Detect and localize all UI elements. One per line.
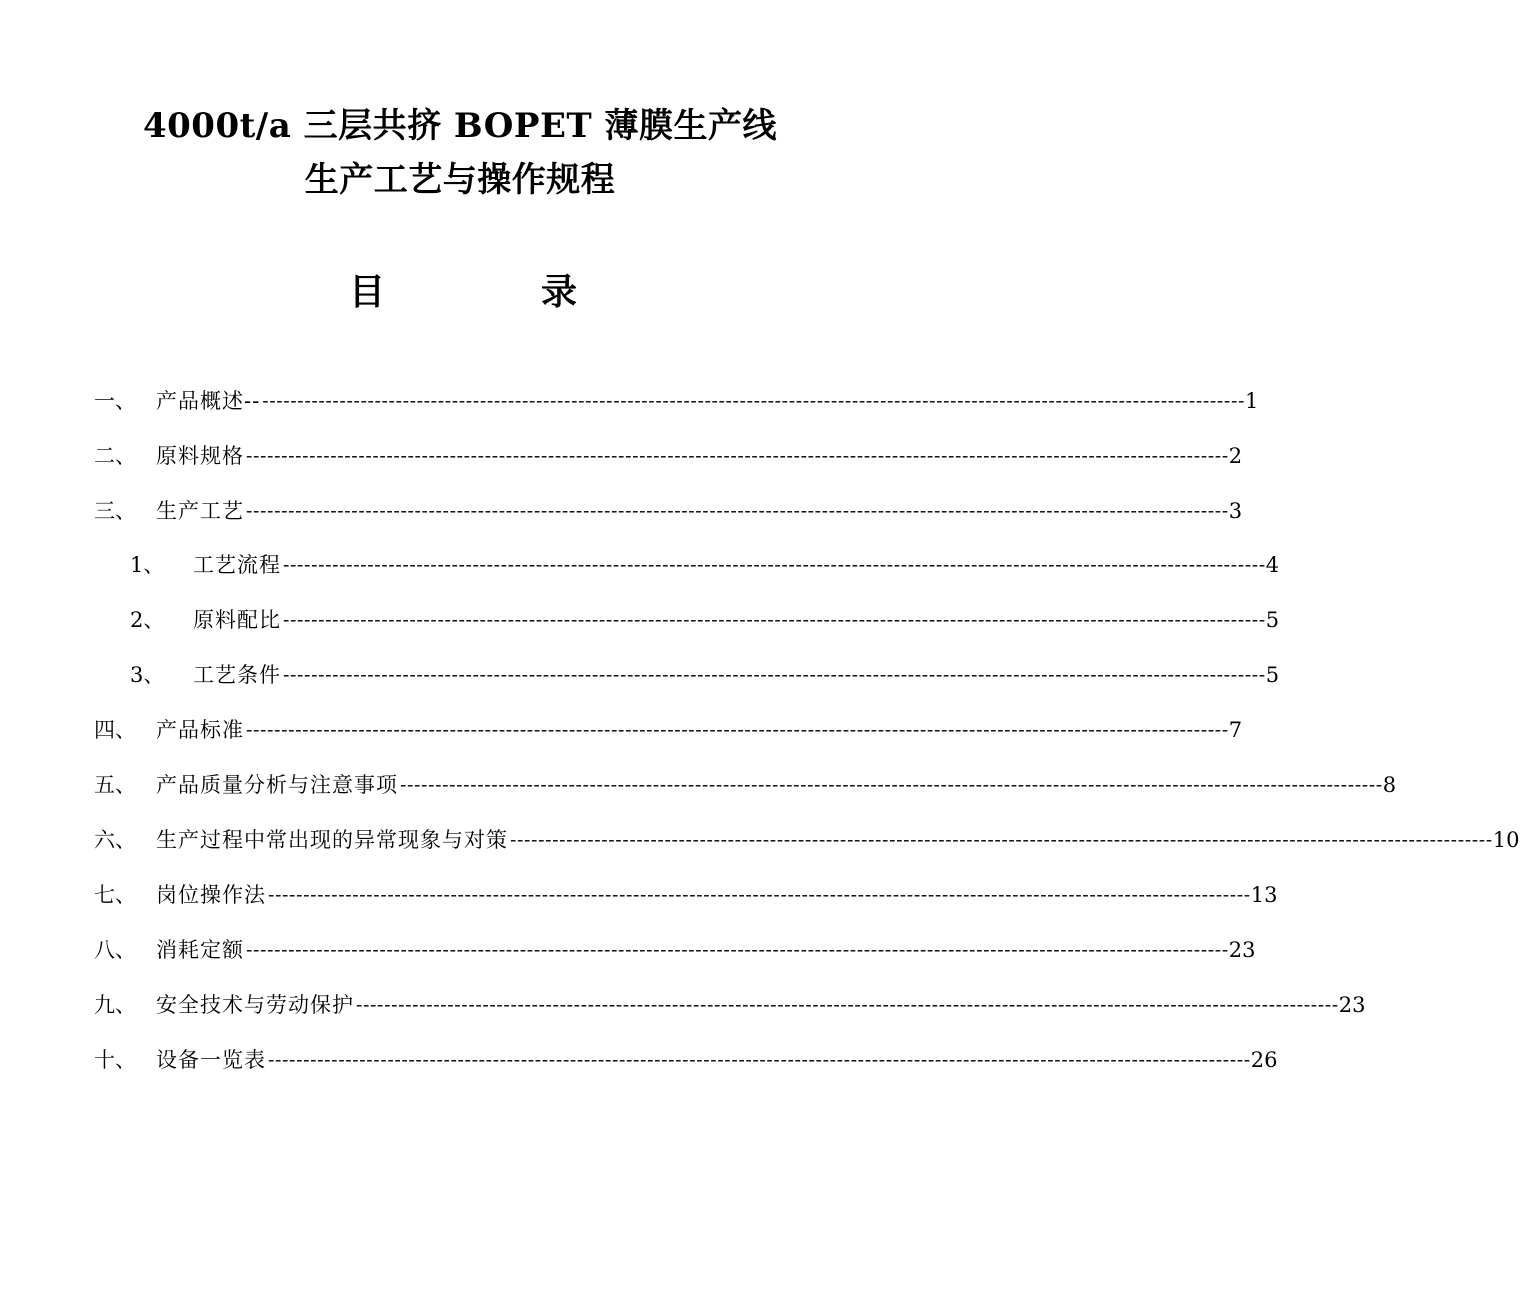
toc-heading-char-1: 目 [349, 271, 386, 313]
toc-entry[interactable] [94, 715, 1243, 745]
toc-entry-page: 2 [1228, 444, 1243, 468]
toc-entry[interactable] [94, 880, 1278, 910]
toc-entry-page: 23 [1338, 993, 1366, 1017]
toc-leader-dashes: -------------------------------------------------------------------------------------------------------------------------------------------- [246, 939, 1229, 961]
toc-heading [0, 270, 920, 314]
toc-entry[interactable] [94, 935, 1256, 965]
toc-entry-number: 八、 [94, 938, 136, 962]
toc-leader-dashes: -------------------------------------------------------------------------------------------------------------------------------------------- [283, 664, 1266, 686]
toc-entry-page: 5 [1265, 663, 1280, 687]
toc-leader-dashes: -------------------------------------------------------------------------------------------------------------------------------------------- [246, 445, 1229, 467]
toc-entry-number: 七、 [94, 883, 136, 907]
toc-entry-label: 生产工艺 [156, 499, 244, 523]
toc-entry-page: 13 [1250, 883, 1278, 907]
toc-leader-dashes: -------------------------------------------------------------------------------------------------------------------------------------------- [510, 829, 1493, 851]
toc-subentry[interactable] [130, 660, 1280, 690]
toc-entry-number: 五、 [94, 773, 136, 797]
toc-entry-label: 工艺条件 [193, 663, 281, 687]
toc-entry-label: 原料规格 [156, 444, 244, 468]
toc-subentry[interactable] [130, 550, 1280, 580]
toc-entry-page: 4 [1265, 553, 1280, 577]
toc-entry-label: 工艺流程 [193, 553, 281, 577]
toc-heading-char-2: 录 [541, 271, 578, 313]
toc-entry-page: 3 [1228, 499, 1243, 523]
toc-entry-number: 1、 [130, 553, 165, 577]
toc-entry-number: 四、 [94, 718, 136, 742]
toc-entry-label: 产品标准 [156, 718, 244, 742]
toc-entry-page: 10 [1492, 828, 1520, 852]
document-title-line-1: 4000t/a 三层共挤 BOPET 薄膜生产线 [142, 106, 778, 146]
toc-leader-dashes: -------------------------------------------------------------------------------------------------------------------------------------------- [356, 994, 1339, 1016]
toc-entry-page: 5 [1265, 608, 1280, 632]
toc-leader-dashes: -------------------------------------------------------------------------------------------------------------------------------------------- [400, 774, 1383, 796]
toc-entry-label: 生产过程中常出现的异常现象与对策 [156, 828, 508, 852]
toc-entry-label: 原料配比 [193, 608, 281, 632]
toc-entry-number: 2、 [130, 608, 165, 632]
toc-entry-number: 六、 [94, 828, 136, 852]
toc-leader-dashes: -------------------------------------------------------------------------------------------------------------------------------------------- [283, 554, 1266, 576]
toc-entry-number: 十、 [94, 1048, 136, 1072]
toc-entry-label: 消耗定额 [156, 938, 244, 962]
document-title-line-2: 生产工艺与操作规程 [304, 160, 616, 200]
toc-subentry[interactable] [130, 605, 1280, 635]
toc-entry-label: 设备一览表 [156, 1048, 266, 1072]
toc-leader-dashes: -------------------------------------------------------------------------------------------------------------------------------------------- [283, 609, 1266, 631]
toc-entry-number: 三、 [94, 499, 136, 523]
toc-leader-dashes: -------------------------------------------------------------------------------------------------------------------------------------------- [268, 884, 1251, 906]
toc-entry-page: 8 [1382, 773, 1397, 797]
toc-leader-dashes: -------------------------------------------------------------------------------------------------------------------------------------------- [246, 719, 1229, 741]
toc-entry[interactable] [94, 825, 1520, 855]
toc-entry-label: 岗位操作法 [156, 883, 266, 907]
toc-leader-dashes: -------------------------------------------------------------------------------------------------------------------------------------------- [268, 1049, 1251, 1071]
toc-leader-dashes: -------------------------------------------------------------------------------------------------------------------------------------------- [246, 500, 1229, 522]
toc-entry[interactable] [94, 496, 1243, 526]
toc-entry[interactable] [94, 386, 1259, 416]
toc-entry[interactable] [94, 990, 1366, 1020]
toc-leader-dashes: -------------------------------------------------------------------------------------------------------------------------------------------- [262, 390, 1245, 412]
toc-entry-number: 二、 [94, 444, 136, 468]
toc-entry-number: 3、 [130, 663, 165, 687]
toc-entry-page: 23 [1228, 938, 1256, 962]
toc-entry-label: 安全技术与劳动保护 [156, 993, 354, 1017]
toc-entry-label: 产品概述-- [156, 389, 261, 413]
toc-entry-label: 产品质量分析与注意事项 [156, 773, 398, 797]
toc-entry-number: 一、 [94, 389, 136, 413]
toc-entry[interactable] [94, 1045, 1278, 1075]
toc-entry[interactable] [94, 441, 1243, 471]
toc-entry-page: 1 [1245, 389, 1259, 413]
toc-entry-number: 九、 [94, 993, 136, 1017]
toc-entry-page: 7 [1228, 718, 1243, 742]
toc-entry-page: 26 [1250, 1048, 1278, 1072]
toc-entry[interactable] [94, 770, 1397, 800]
